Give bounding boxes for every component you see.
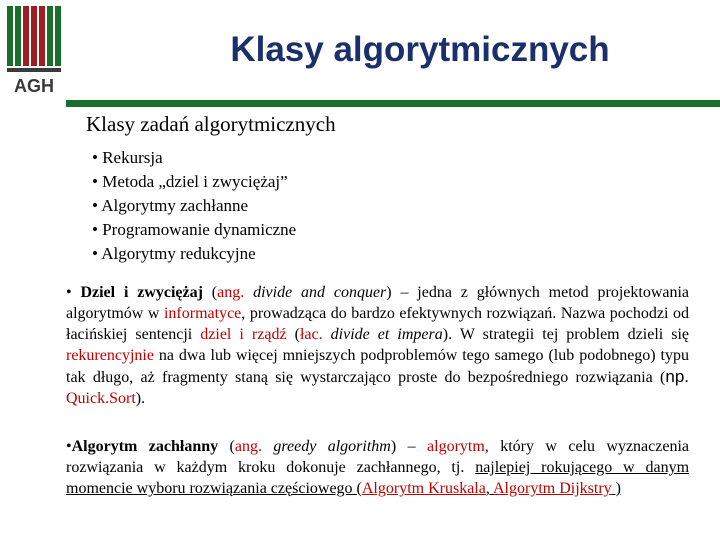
underlined-text: , (485, 480, 493, 497)
term-divide-conquer: Dziel i zwyciężaj (80, 284, 203, 301)
text: ( (286, 326, 300, 343)
term-greedy: Algorytm zachłanny (71, 438, 219, 455)
text: , prowadząca do bardzo efektywnych rozwiązań. Nazwa pochodzi od łacińskiej sentencji (66, 305, 689, 343)
link-dziel-i-rzadz[interactable]: dziel i rządź (200, 326, 287, 343)
text: ) – jedna z głównych metod projektowania algorytmów w (66, 284, 690, 322)
link-ang[interactable]: ang. (217, 284, 245, 301)
greedy-algorithm-paragraph (66, 436, 689, 499)
logo-stripes-icon (7, 6, 61, 72)
agh-logo (4, 4, 64, 96)
latin-term: divide et impera (322, 326, 443, 343)
list-item: • Programowanie dynamiczne (92, 218, 296, 242)
link-dijkstra[interactable]: Algorytm Dijkstry (492, 480, 612, 497)
section-subtitle: Klasy zadań algorytmicznych (86, 112, 336, 136)
english-term: divide and conquer (244, 284, 387, 301)
list-item: • Algorytmy zachłanne (92, 194, 296, 218)
link-quicksort[interactable]: Quick.Sort (66, 390, 136, 407)
link-informatyka[interactable]: informatyce (163, 305, 242, 322)
underlined-text: najlepiej rokującego w danym momencie wyboru rozwiązania częściowego ( (66, 459, 690, 497)
text: ( (202, 284, 218, 301)
list-item: • Metoda „dziel i zwyciężaj” (92, 170, 296, 194)
link-algorytm[interactable]: algorytm (427, 438, 485, 455)
list-item: • Rekursja (92, 146, 296, 170)
text: ) – (390, 438, 428, 455)
title-divider (66, 100, 720, 107)
text: ( (218, 438, 235, 455)
list-item: • Algorytmy redukcyjne (92, 242, 296, 266)
algorithm-class-list (92, 146, 296, 266)
link-kruskal[interactable]: Algorytm Kruskala (361, 480, 486, 497)
page-title: Klasy algorytmicznych (230, 30, 610, 69)
text: , który w celu wyznaczenia rozwiązania w każdym kroku dokonuje zachłannego, tj. (66, 438, 690, 476)
link-ang[interactable]: ang. (234, 438, 262, 455)
link-rekurencja[interactable]: rekurencyjnie (66, 347, 154, 364)
link-lac[interactable]: łac. (299, 326, 323, 343)
bullet-mark: • (66, 284, 81, 301)
text: ). W strategii tej problem dzieli się (442, 326, 690, 343)
text: ). (135, 390, 146, 407)
english-term: greedy algorithm (261, 438, 391, 455)
text: na dwa lub więcej mniejszych podproblemów tego samego (lub podobnego) typu tak długo, aż fragmenty staną się wystarczająco proste do bezpośredniego rozwiązania ( (66, 347, 689, 386)
underlined-text: ) (611, 480, 621, 497)
logo-text: AGH (14, 76, 54, 96)
np-abbrev: np. (665, 367, 689, 386)
divide-and-conquer-paragraph (66, 282, 689, 409)
bullet-mark: • (66, 438, 72, 455)
